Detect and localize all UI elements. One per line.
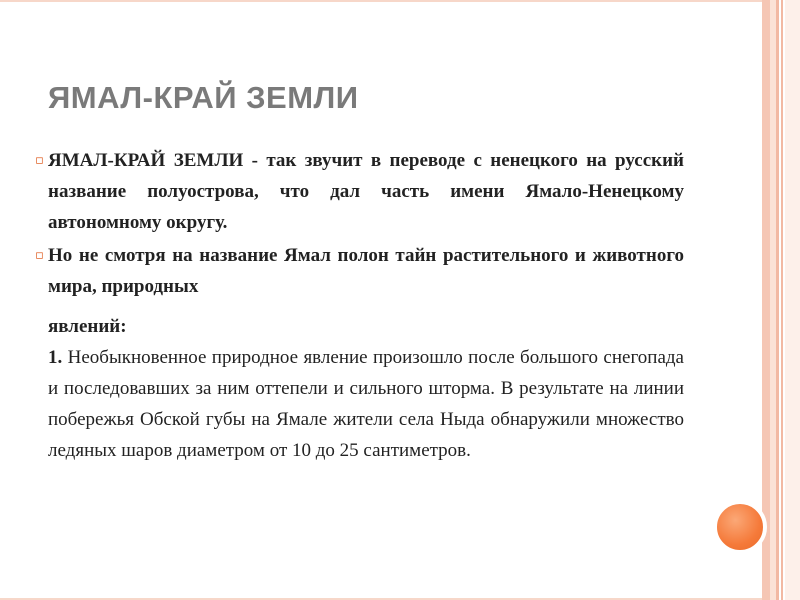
right-frame-line — [776, 0, 779, 600]
paragraph-phenomena-label: явлений: — [48, 316, 127, 337]
right-frame-edge — [785, 0, 800, 600]
paragraph-intro: ЯМАЛ-КРАЙ ЗЕМЛИ - так звучит в переводе с ненецкого на русский название полуострова, что дал часть имени Ямало-Ненецкому автономному округу. — [48, 150, 684, 233]
right-frame-line-thin — [781, 0, 783, 600]
orange-circle-ornament — [713, 500, 767, 554]
slide-title: ЯМАЛ-КРАЙ ЗЕМЛИ — [48, 80, 359, 115]
right-frame-band — [762, 0, 770, 600]
ice-balls-text: Необыкновенное природное явление произошло после большого снегопада и последовавших за ним оттепели и сильного шторма. В результате на линии побережья Обской губы на Ямале жители села Ныда обнаружили множество ледяных шаров диаметром от 10 до 25 сантиметров. — [48, 347, 684, 461]
paragraph-ice-balls — [48, 342, 684, 466]
square-bullet-icon: ▫ — [35, 153, 44, 168]
list-number: 1. — [48, 347, 63, 368]
paragraph-mysteries: Но не смотря на название Ямал полон тайн растительного и животного мира, природных — [48, 245, 684, 297]
top-border — [0, 0, 762, 2]
square-bullet-icon: ▫ — [35, 248, 44, 263]
